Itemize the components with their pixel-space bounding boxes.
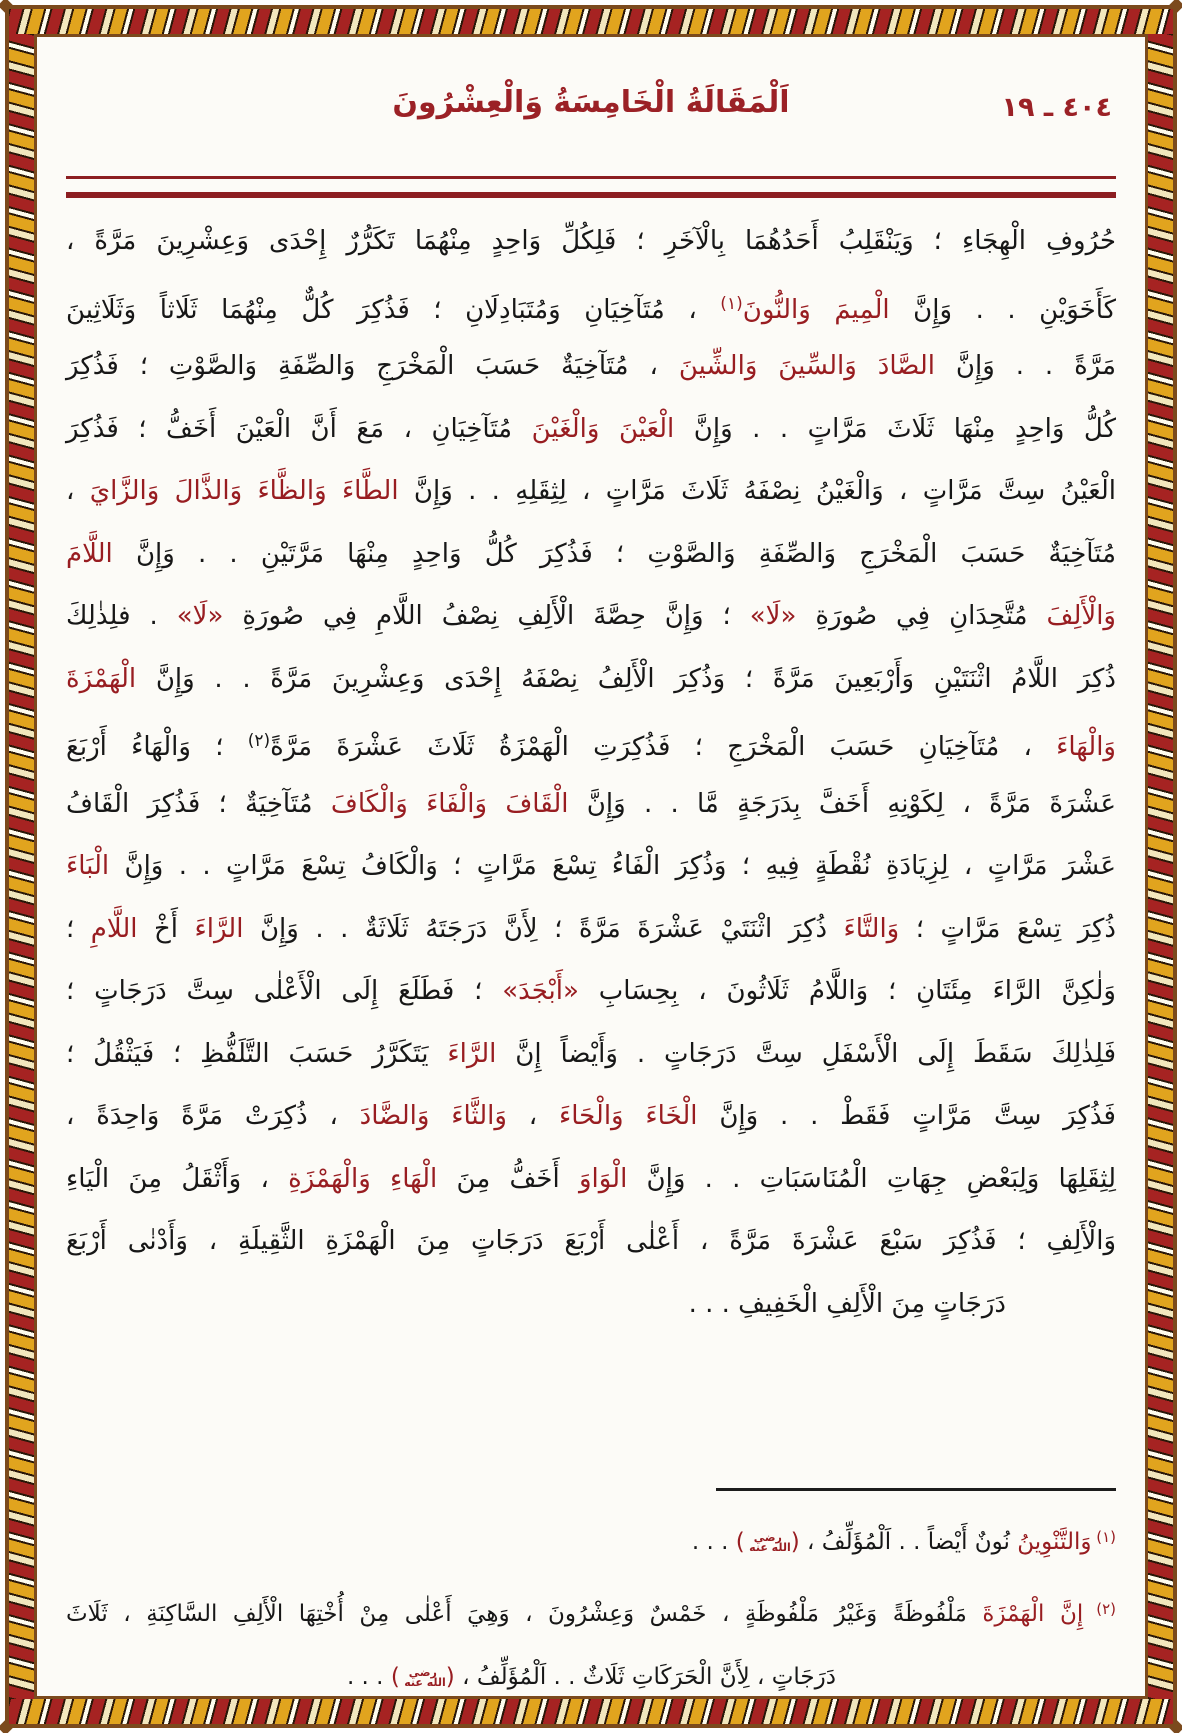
text-segment: الْخَاءَ وَالْحَاءَ: [558, 1101, 698, 1131]
page-number: ٤٠٤ ـ ١٩: [1001, 92, 1112, 123]
body-line: [66, 398, 1116, 461]
author-seal-icon: رضي الله عنه: [749, 1530, 791, 1554]
text-segment: الصَّادَ وَالسِّينَ وَالشِّينَ: [678, 351, 935, 381]
text-segment: ، مُتَآخِيَانِ وَمُتَبَادِلَانِ ؛ فَذُكِرَ كُلٌّ مِنْهُمَا ثَلَاثاً وَثَلَاثِينَ: [66, 294, 721, 325]
footnote-ref: (٢): [1083, 1600, 1116, 1618]
text-segment: وَالْهَاءَ: [1056, 732, 1116, 762]
text-segment: كُلُّ وَاحِدٍ مِنْهَا ثَلَاثَ مَرَّاتٍ . . وَإِنَّ: [674, 413, 1116, 444]
body-line: [66, 773, 1116, 836]
text-segment: «لَا»: [749, 601, 797, 631]
body-line: [66, 1023, 1116, 1086]
text-segment: الْهَمْزَةَ: [66, 663, 137, 694]
footnote-separator: [716, 1488, 1116, 1491]
footnotes: [66, 1503, 1116, 1711]
text-segment: وَالْأَلِفِ ؛ فَذُكِرَ سَبْعَ عَشْرَةَ مَرَّةً ، أَعْلٰى أَرْبَعَ دَرَجَاتٍ مِنَ الْهَمْزَةِ الثَّقِيلَةِ ، وَأَدْنٰى أَرْبَعَ: [66, 1226, 1116, 1256]
body-line: [66, 1148, 1116, 1211]
body-line: [66, 1273, 1116, 1336]
body-line: [66, 898, 1116, 961]
text-segment: ، وَأَثْقَلُ مِنَ الْيَاءِ: [66, 1163, 289, 1194]
body-line: [66, 335, 1116, 398]
text-segment: الرَّاءَ: [194, 913, 244, 944]
footnote-ref: (١): [720, 293, 743, 314]
text-segment: مُتَآخِيَةٌ ؛ فَذُكِرَ الْقَافُ: [66, 788, 331, 819]
border-chain-left: [9, 34, 34, 1699]
header-rule: [66, 176, 1116, 198]
text-segment: ؛ وَالْهَاءُ أَرْبَعَ: [66, 732, 248, 762]
footnote-line: [66, 1575, 1116, 1643]
body-line: [66, 835, 1116, 898]
text-segment: مُتَّحِدَانِ فِي صُورَةِ: [796, 601, 1047, 631]
text-segment: ؛ فَطَلَعَ إِلَى الْأَعْلٰى سِتَّ دَرَجَاتٍ ؛: [66, 976, 503, 1006]
text-segment: الطَّاءَ وَالظَّاءَ وَالذَّالَ وَالزَّايَ: [89, 476, 399, 506]
body-line: [66, 960, 1116, 1023]
text-segment: ،: [66, 476, 90, 506]
body-line: [66, 1085, 1116, 1148]
text-segment: ، ذُكِرَتْ مَرَّةً وَاحِدَةً ،: [66, 1101, 360, 1131]
footnote-ref: (٢): [247, 731, 271, 751]
text-segment: ): [390, 1664, 400, 1690]
text-segment: ): [735, 1529, 745, 1555]
text-segment: كَأَخَوَيْنِ . . وَإِنَّ: [889, 294, 1116, 325]
border-chain-top: [9, 9, 1173, 34]
text-segment: . فلِذٰلِكَ: [66, 601, 177, 631]
body-line: [66, 710, 1116, 773]
text-segment: ذُكِرَ اثْنَتَيْ عَشْرَةَ مَرَّةً ؛ لِأَنَّ دَرَجَتَهُ ثَلَاثَةٌ . . وَإِنَّ: [243, 913, 844, 944]
text-segment: . . .: [691, 1529, 736, 1555]
text-segment: الْمِيمَ وَالنُّونَ: [742, 294, 890, 325]
text-segment: ،: [506, 1101, 559, 1131]
text-segment: مَلْفُوظَةً وَغَيْرُ مَلْفُوظَةٍ ، خَمْسٌ وَعِشْرُونَ ، وَهِيَ أَعْلٰى مِنْ أُخْتِهَا الْأَلِفِ السَّاكِنَةِ ، ثَلَاثَ: [66, 1601, 983, 1627]
text-segment: وَالْأَلِفَ: [1046, 601, 1116, 631]
text-segment: فَلِذٰلِكَ سَقَطَ إِلَى الْأَسْفَلِ سِتَّ دَرَجَاتٍ . وَأَيْضاً إِنَّ: [496, 1038, 1116, 1069]
body-line: [66, 460, 1116, 523]
page-header: [66, 36, 1116, 160]
text-segment: الْعَيْنُ سِتَّ مَرَّاتٍ ، وَالْغَيْنُ نِصْفَهُ ثَلَاثَ مَرَّاتٍ ، لِثِقَلِهِ . . وَإِنَّ: [398, 476, 1116, 506]
text-segment: وَالتَّنْوِينُ: [1017, 1529, 1092, 1555]
text-segment: مُتَآخِيَةٌ حَسَبَ الْمَخْرَجِ وَالصِّفَةِ وَالصَّوْتِ ؛ فَذُكِرَ كُلُّ وَاحِدٍ مِنْهَا مَرَّتَيْنِ . . وَإِنَّ: [112, 538, 1116, 569]
footnote-ref: (١): [1091, 1528, 1116, 1546]
body-line: [66, 210, 1116, 273]
text-segment: الرَّاءَ: [447, 1038, 497, 1069]
body-line: [66, 523, 1116, 586]
text-segment: نُونٌ أَيْضاً . . اَلْمُؤَلِّفُ ،: [799, 1529, 1018, 1555]
body-line: [66, 273, 1116, 336]
text-segment: الْوَاوَ: [578, 1163, 628, 1194]
text-segment: يَتَكَرَّرُ حَسَبَ التَّلَفُّظِ ؛ فَيَثْقُلُ ؛: [66, 1038, 448, 1069]
text-segment: حُرُوفِ الْهِجَاءِ ؛ وَيَنْقَلِبُ أَحَدُهُمَا بِالْآخَرِ ؛ فَلِكُلِّ وَاحِدٍ مِنْهُمَا تَكَرُّرٌ إِحْدَى وَعِشْرِينَ مَرَّةً ،: [66, 226, 1116, 256]
text-segment: (: [790, 1529, 800, 1555]
text-segment: ، مُتَآخِيَةٌ حَسَبَ الْمَخْرَجِ وَالصِّفَةِ وَالصَّوْتِ ؛ فَذُكِرَ: [66, 351, 679, 381]
text-segment: «لَا»: [176, 601, 224, 631]
page-title: اَلْمَقَالَةُ الْخَامِسَةُ وَالْعِشْرُونَ: [392, 85, 790, 120]
text-segment: مُتَآخِيَانِ ، مَعَ أَنَّ الْعَيْنَ أَخَفُّ ؛ فَذُكِرَ: [66, 413, 532, 444]
text-segment: . . .: [346, 1664, 391, 1690]
text-segment: دَرَجَاتٍ ، لِأَنَّ الْحَرَكَاتِ ثَلَاثٌ . . اَلْمُؤَلِّفُ ،: [454, 1664, 836, 1690]
text-segment: ذُكِرَ اللَّامُ اثْنَتَيْنِ وَأَرْبَعِينَ مَرَّةً ؛ وَذُكِرَ الْأَلِفُ نِصْفَهُ إِحْدَى وَعِشْرِينَ مَرَّةً . . وَإِنَّ: [136, 663, 1116, 694]
text-segment: (: [445, 1664, 455, 1690]
text-segment: وَالتَّاءَ: [843, 913, 900, 944]
text-segment: ذُكِرَ تِسْعَ مَرَّاتٍ ؛: [899, 913, 1116, 944]
body-line: [66, 648, 1116, 711]
text-segment: عَشْرَةَ مَرَّةً ، لِكَوْنِهِ أَخَفَّ بِدَرَجَةٍ مَّا . . وَإِنَّ: [568, 788, 1116, 819]
footnote-line: [66, 1643, 1116, 1711]
text-segment: فَذُكِرَ سِتَّ مَرَّاتٍ فَقَطْ . . وَإِنَّ: [697, 1101, 1116, 1131]
text-segment: أَخْ: [137, 913, 195, 944]
text-segment: ؛: [66, 913, 91, 944]
text-segment: الْعَيْنَ وَالْغَيْنَ: [531, 413, 675, 444]
body-line: [66, 585, 1116, 648]
text-segment: مَرَّةً . . وَإِنَّ: [934, 351, 1116, 381]
text-segment: دَرَجَاتٍ مِنَ الْأَلِفِ الْخَفِيفِ . . .: [688, 1288, 1006, 1319]
author-seal-icon: رضي الله عنه: [404, 1665, 446, 1689]
body-line: [66, 1210, 1116, 1273]
text-segment: ؛ وَإِنَّ حِصَّةَ الْأَلِفِ نِصْفُ اللَّامِ فِي صُورَةِ: [223, 601, 750, 631]
text-segment: عَشْرَ مَرَّاتٍ ، لِزِيَادَةِ نُقْطَةٍ فِيهِ ؛ وَذُكِرَ الْفَاءُ تِسْعَ مَرَّاتٍ ؛ وَالْكَافُ تِسْعَ مَرَّاتٍ . . وَإِنَّ: [109, 851, 1116, 881]
text-segment: لِثِقَلِهَا وَلِبَعْضِ جِهَاتِ الْمُنَاسَبَاتِ . . وَإِنَّ: [627, 1163, 1116, 1194]
text-segment: الْبَاءَ: [66, 851, 110, 881]
border-chain-right: [1148, 34, 1173, 1699]
text-segment: وَالثَّاءَ وَالضَّادَ: [359, 1101, 507, 1131]
text-segment: ، مُتَآخِيَانِ حَسَبَ الْمَخْرَجِ ؛ فَذُكِرَتِ الْهَمْزَةُ ثَلَاثَ عَشْرَةَ مَرَّةً: [270, 732, 1057, 762]
page-content: [36, 36, 1146, 1697]
text-segment: «أَبْجَدَ»: [502, 976, 579, 1006]
body-text: [66, 210, 1116, 1335]
footnote-line: [66, 1503, 1116, 1571]
text-segment: اللَّامَ: [66, 538, 113, 569]
text-segment: أَخَفُّ مِنَ: [437, 1163, 579, 1194]
text-segment: إِنَّ الْهَمْزَةَ: [982, 1601, 1084, 1627]
text-segment: الْقَافَ وَالْفَاءَ وَالْكَافَ: [330, 788, 569, 819]
text-segment: وَلٰكِنَّ الرَّاءَ مِئَتَانِ ؛ وَاللَّامُ ثَلَاثُونَ ، بِحِسَابِ: [578, 976, 1116, 1006]
text-segment: اللَّامِ: [90, 913, 138, 944]
text-segment: الْهَاءِ وَالْهَمْزَةِ: [288, 1163, 438, 1194]
